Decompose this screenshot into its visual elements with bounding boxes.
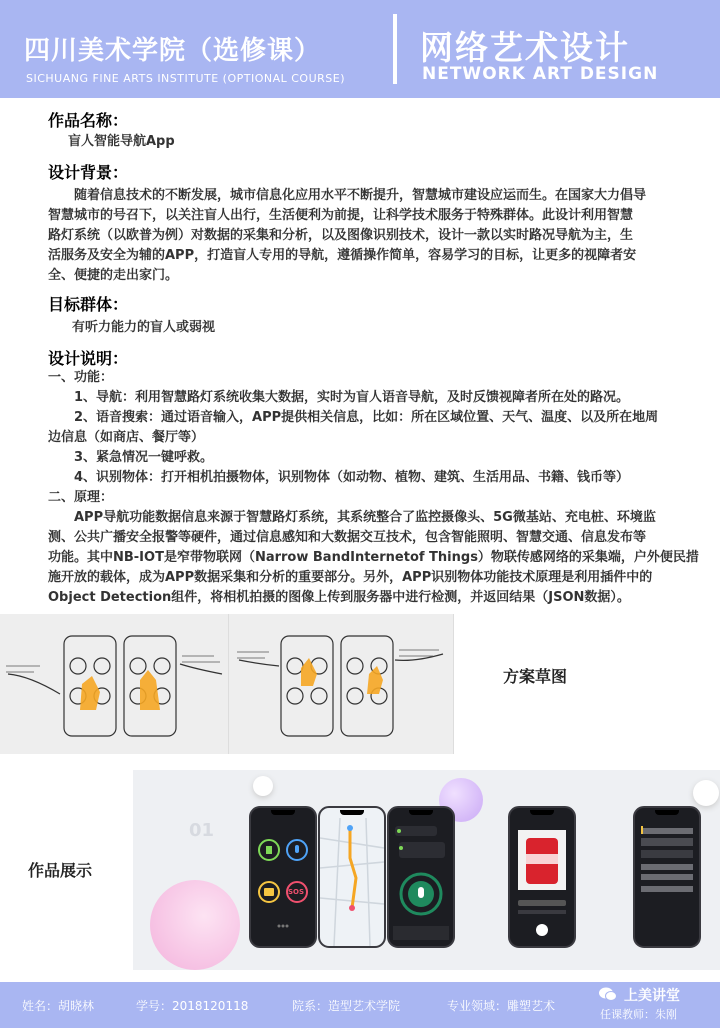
phone-settings-screen xyxy=(633,806,701,948)
course-title-en: NETWORK ART DESIGN xyxy=(422,64,659,84)
decor-bubble-pink xyxy=(150,880,240,970)
course-title: 网络艺术设计 xyxy=(420,28,630,67)
work-title-label: 作品名称： xyxy=(48,111,129,130)
function-item: 2、语音搜索：通过语音输入，APP提供相关信息，比如：所在区域位置、天气、温度、以及所在地周 xyxy=(74,410,659,425)
phone-home-screen xyxy=(249,806,317,948)
function-item: 1、导航：利用智慧路灯系统收集大数据，实时为盲人语音导航，及时反馈视障者所在处的路况。 xyxy=(74,390,630,405)
wechat-icon xyxy=(598,986,618,1002)
function-item: 4、识别物体：打开相机拍摄物体，识别物体（如动物、植物、建筑、生活用品、书籍、钱币等） xyxy=(74,470,630,485)
function-item: 边信息（如商店、餐厅等） xyxy=(48,430,205,445)
phone-map-screen xyxy=(318,806,386,948)
school-title-en: SICHUANG FINE ARTS INSTITUTE (OPTIONAL COURSE) xyxy=(26,72,346,85)
decor-bubble-white xyxy=(693,780,719,806)
major-field: 专业领域：雕塑艺术 xyxy=(447,999,556,1013)
student-id: 学号：2018120118 xyxy=(136,999,249,1013)
principle-label: 二、原理： xyxy=(48,490,114,505)
principle-line: Object Detection组件，将相机拍摄的图像上传到服务器中进行检测，并返回结果（JSON数据）。 xyxy=(48,590,630,605)
target-label: 目标群体： xyxy=(48,295,129,314)
background-line: 智慧城市的号召下，以关注盲人出行，生活便利为前提，让科学技术服务于特殊群体。此设计利用智慧 xyxy=(48,208,634,223)
sketch-image-right xyxy=(229,614,454,754)
target-text: 有听力能力的盲人或弱视 xyxy=(72,320,216,335)
principle-line: 功能。其中NB-IOT是窄带物联网（Narrow BandInternetof Things）物联传感网络的采集端，户外便民措 xyxy=(48,550,699,565)
student-name: 姓名：胡晓林 xyxy=(22,999,95,1013)
background-line: 路灯系统（以欧普为例）对数据的采集和分析，以及图像识别技术，设计一款以实时路况导航为主，生 xyxy=(48,228,634,243)
background-label: 设计背景： xyxy=(48,163,129,182)
decor-bubble-white xyxy=(253,776,273,796)
page-footer xyxy=(0,982,720,1028)
phone-voice-screen xyxy=(387,806,455,948)
teacher: 任课教师：朱刚 xyxy=(600,1008,677,1021)
description-label: 设计说明： xyxy=(48,349,129,368)
school-title: 四川美术学院（选修课） xyxy=(24,36,322,66)
showcase-number: 01 xyxy=(189,820,215,841)
background-line: 随着信息技术的不断发展，城市信息化应用水平不断提升，智慧城市建设应运而生。在国家大力倡导 xyxy=(74,188,647,203)
function-label: 一、功能： xyxy=(48,370,114,385)
background-line: 全、便捷的走出家门。 xyxy=(48,268,179,283)
header-divider xyxy=(393,14,397,84)
showcase-label: 作品展示 xyxy=(28,861,93,880)
department: 院系：造型艺术学院 xyxy=(292,999,401,1013)
function-item: 3、紧急情况一键呼救。 xyxy=(74,450,214,465)
background-line: 活服务及安全为辅的APP，打造盲人专用的导航，遵循操作简单，容易学习的目标，让更多的视障者安 xyxy=(48,248,637,263)
draft-label: 方案草图 xyxy=(503,667,568,686)
sos-text: SOS xyxy=(288,888,305,896)
work-title: 盲人智能导航App xyxy=(68,134,175,149)
principle-line: APP导航功能数据信息来源于智慧路灯系统，其系统整合了监控摄像头、5G微基站、充电桩、环境监 xyxy=(74,510,656,525)
watermark-text: 上美讲堂 xyxy=(624,988,680,1004)
page-header xyxy=(0,0,720,98)
principle-line: 施开放的载体，成为APP数据采集和分析的重要部分。另外，APP识别物体功能技术原理是利用插件中的 xyxy=(48,570,653,585)
principle-line: 测、公共广播安全报警等硬件，通过信息感知和大数据交互技术，包含智能照明、智慧交通、信息发布等 xyxy=(48,530,647,545)
phone-camera-screen xyxy=(508,806,576,948)
sketch-image-left xyxy=(0,614,229,754)
